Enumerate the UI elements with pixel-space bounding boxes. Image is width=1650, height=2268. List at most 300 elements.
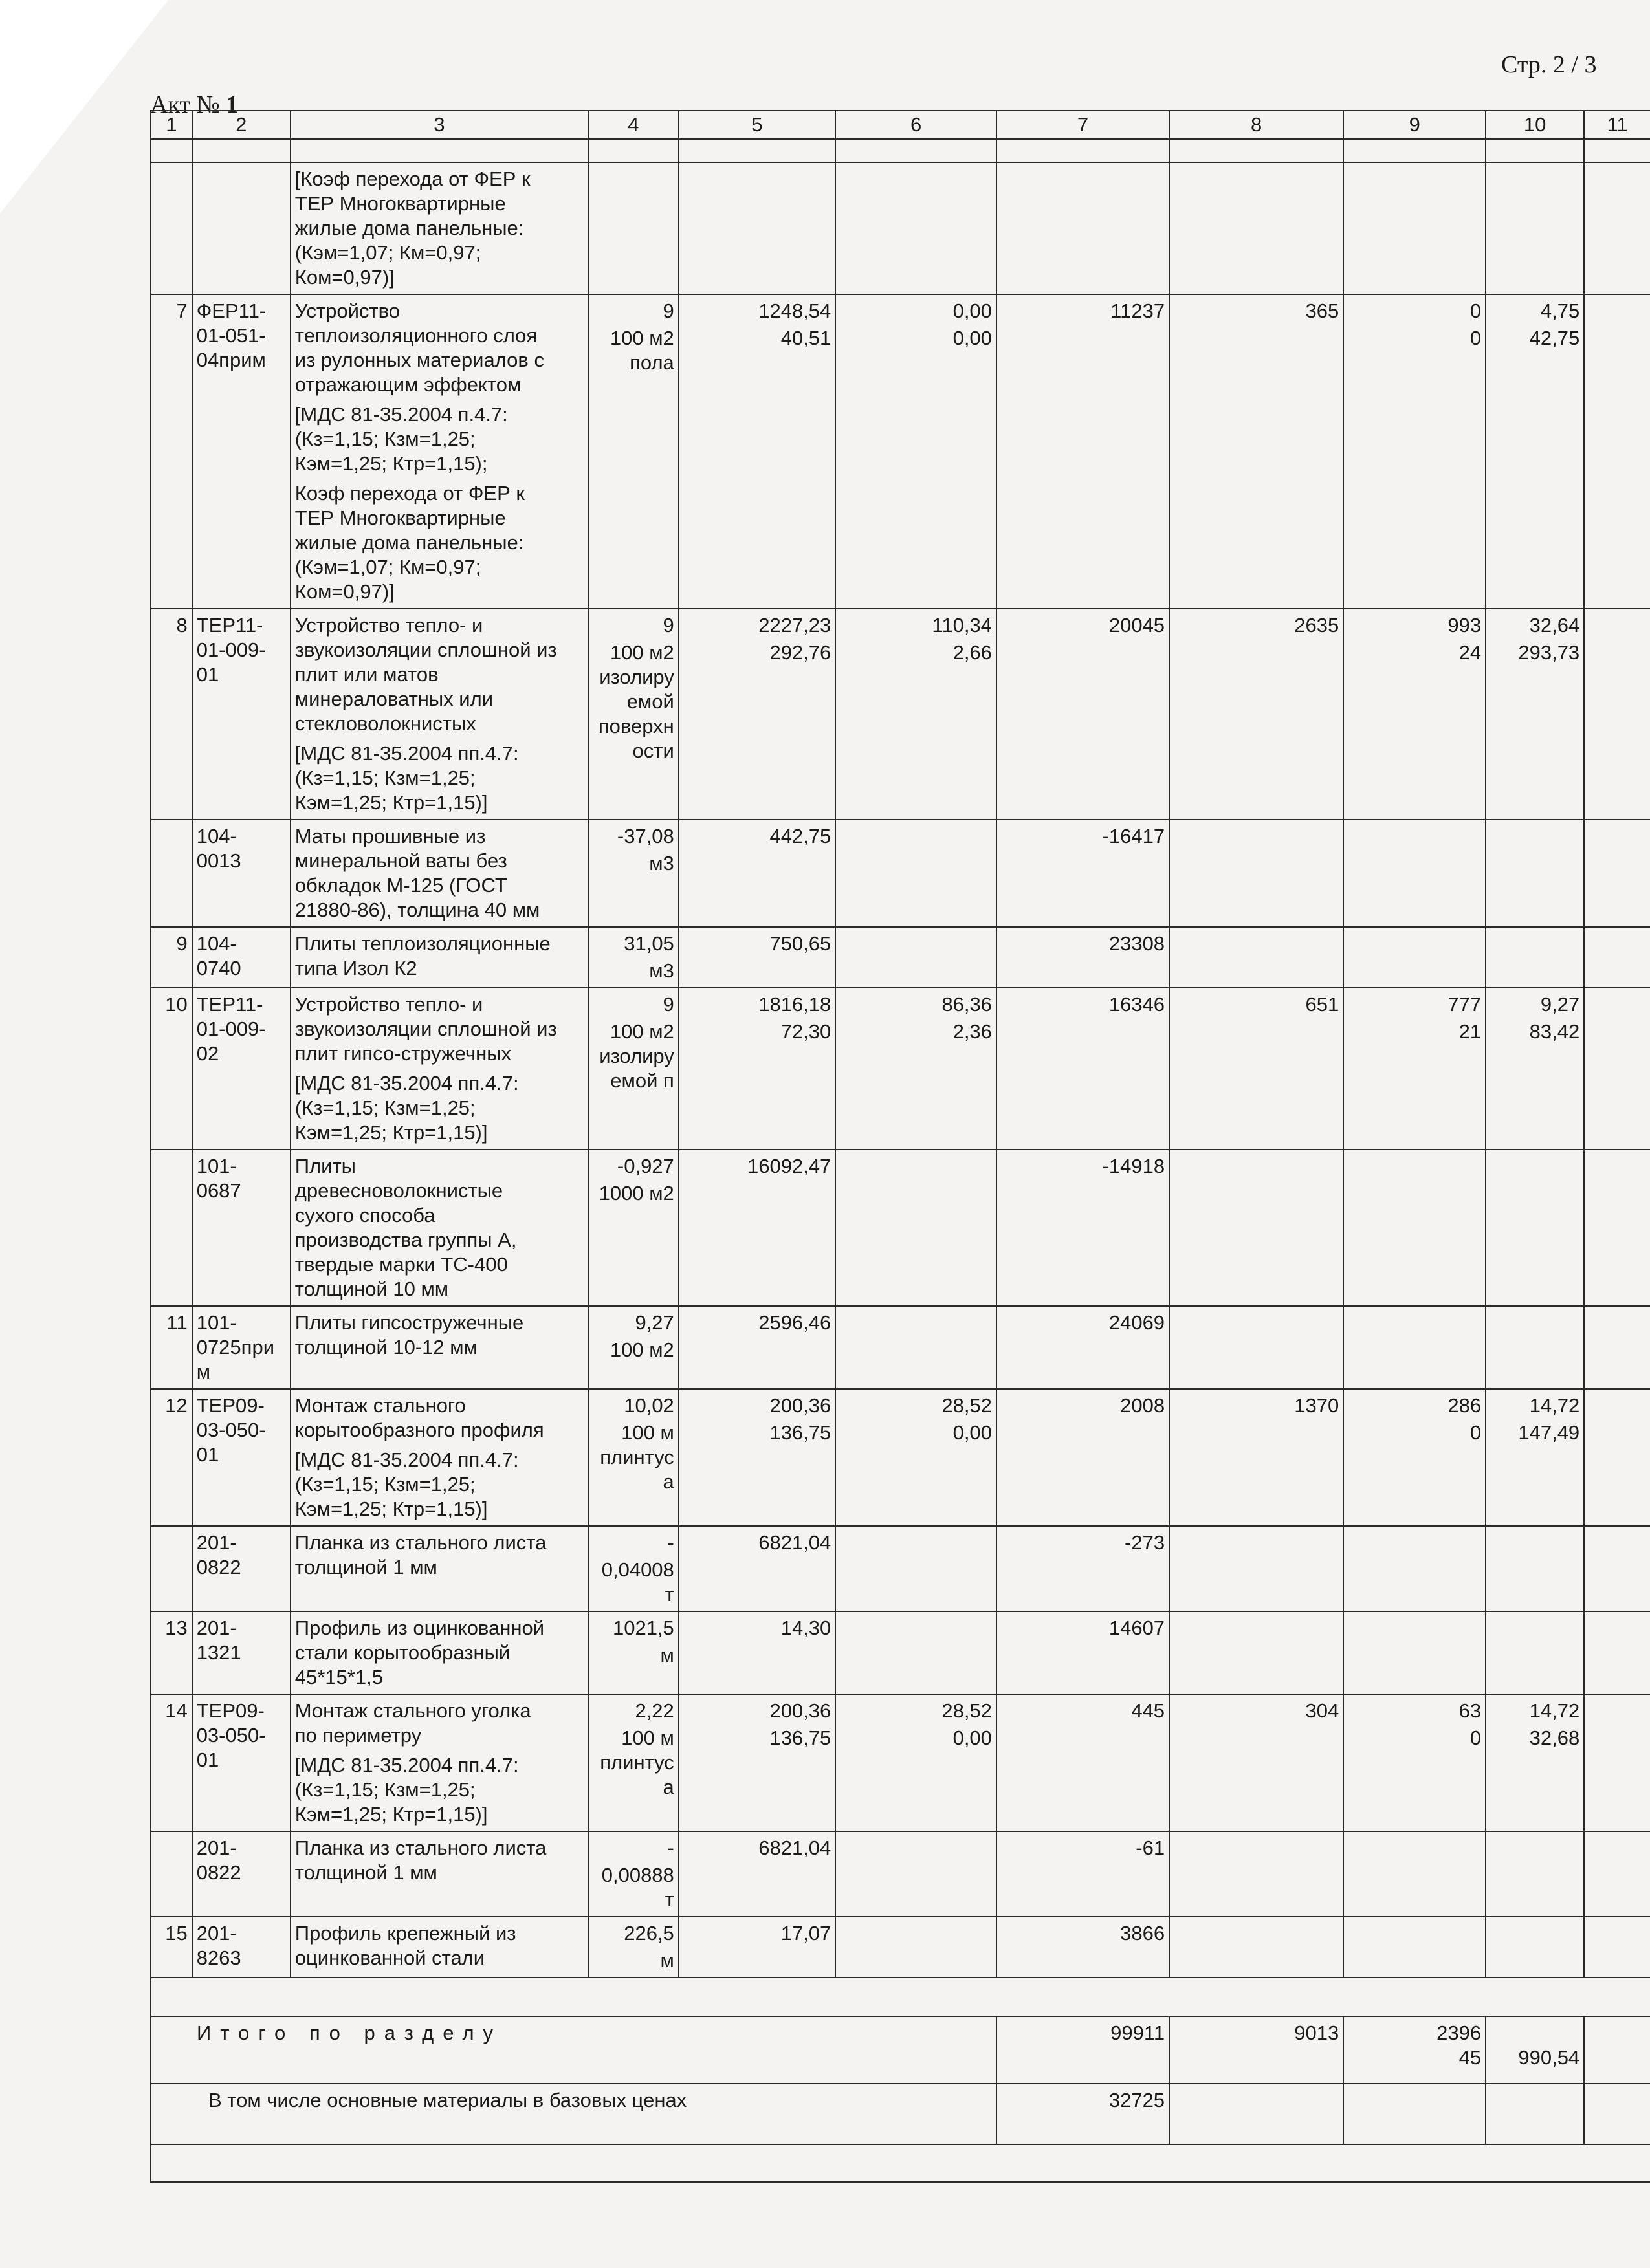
estimate-row [151, 1306, 1650, 1389]
work-description [291, 1611, 588, 1694]
col-7 [996, 820, 1169, 927]
value-line: 86,36 [941, 993, 992, 1016]
desc-line: Кэм=1,25; Ктр=1,15)] [294, 1498, 488, 1520]
quantity-unit [588, 1917, 679, 1978]
code-line: 01-051- [196, 324, 266, 347]
value-line: 16346 [1108, 993, 1165, 1016]
value-line: 2596,46 [758, 1311, 831, 1334]
rate-code [192, 609, 291, 820]
col-11 [1584, 294, 1650, 609]
unit-line: 100 м2 [610, 327, 674, 349]
code-line: 03-050- [196, 1419, 266, 1441]
desc-line: Устройство тепло- и [294, 993, 483, 1016]
col-11 [1584, 609, 1650, 820]
value-line: 293,73 [1518, 641, 1580, 664]
desc-line: (Кз=1,15; Кзм=1,25; [294, 428, 476, 450]
col-6 [835, 1389, 996, 1526]
estimate-row [151, 1611, 1650, 1694]
col-11 [1584, 820, 1650, 927]
col-9 [1343, 1526, 1486, 1611]
code-line: 03-050- [196, 1724, 266, 1747]
value-line: 6821,04 [758, 1531, 831, 1554]
value-line: 23308 [1108, 932, 1165, 955]
position-number [151, 1831, 192, 1917]
rate-code [192, 1831, 291, 1917]
col-10 [1486, 609, 1584, 820]
blank-row [151, 139, 1650, 162]
col-5 [679, 820, 835, 927]
total-col9 [1343, 2016, 1486, 2084]
col-5 [679, 1917, 835, 1978]
col-11 [1584, 1831, 1650, 1917]
desc-line: жилые дома панельные: [294, 531, 524, 554]
col-6 [835, 820, 996, 927]
section-total-label: Итого по разделу [151, 2016, 996, 2084]
work-description [291, 1917, 588, 1978]
desc-line: Кэм=1,25; Ктр=1,15)] [294, 791, 488, 814]
column-header-4: 4 [588, 111, 679, 139]
col-10 [1486, 1526, 1584, 1611]
code-line: 01 [196, 1749, 219, 1771]
code-line: 01 [196, 663, 219, 686]
code-line: 201- [196, 1837, 237, 1859]
col-9 [1343, 1389, 1486, 1526]
code-line: 0013 [196, 849, 241, 872]
desc-line: оцинкованной стали [294, 1946, 485, 1969]
act-number: 1 [226, 91, 239, 118]
col-11 [1584, 1611, 1650, 1694]
quantity-unit [588, 1694, 679, 1831]
col-9 [1343, 1694, 1486, 1831]
desc-line: плит гипсо-стружечных [294, 1042, 512, 1065]
col-10 [1486, 1306, 1584, 1389]
value-line: -14918 [1102, 1155, 1165, 1177]
desc-line: (Кз=1,15; Кзм=1,25; [294, 1778, 476, 1801]
page-number: Стр. 2 / 3 [1501, 51, 1597, 78]
col-7 [996, 1526, 1169, 1611]
value-line: 20045 [1108, 614, 1165, 637]
col-5 [679, 609, 835, 820]
column-header-10: 10 [1486, 111, 1584, 139]
col-8 [1169, 988, 1343, 1150]
carryover-description [291, 162, 588, 294]
col-8 [1169, 1611, 1343, 1694]
desc-line: сухого способа [294, 1204, 435, 1227]
value-line: 14607 [1108, 1617, 1165, 1639]
quantity-value: 31,05 [624, 932, 674, 955]
desc-line: Ком=0,97)] [294, 580, 395, 603]
col-7 [996, 1150, 1169, 1306]
quantity-unit [588, 1389, 679, 1526]
col-9 [1343, 820, 1486, 927]
value-line: 42,75 [1529, 327, 1580, 349]
col-7 [996, 609, 1169, 820]
code-line: 8263 [196, 1946, 241, 1969]
value-line: 0,00 [952, 300, 992, 322]
quantity-unit [588, 1831, 679, 1917]
rate-code [192, 1611, 291, 1694]
quantity-value: 1021,5 [612, 1617, 674, 1639]
value-line: -273 [1125, 1531, 1165, 1554]
value-line: 1370 [1294, 1394, 1339, 1417]
desc-line: [МДС 81-35.2004 п.4.7: [294, 403, 508, 426]
unit-line: поверхн [598, 715, 674, 737]
estimate-row [151, 294, 1650, 609]
estimate-row [151, 609, 1650, 820]
position-number: 9 [151, 927, 192, 988]
value-line: 14,30 [780, 1617, 831, 1639]
desc-line: (Кз=1,15; Кзм=1,25; [294, 1096, 476, 1119]
value-line: 0,00 [952, 1421, 992, 1444]
value-line: 136,75 [769, 1421, 831, 1444]
col-9 [1343, 1831, 1486, 1917]
col-9 [1343, 1917, 1486, 1978]
desc-line: 45*15*1,5 [294, 1666, 383, 1688]
position-number: 15 [151, 1917, 192, 1978]
col-5 [679, 1611, 835, 1694]
desc-line: твердые марки ТС-400 [294, 1253, 508, 1276]
col-10 [1486, 820, 1584, 927]
column-header-3: 3 [291, 111, 588, 139]
col-11 [1584, 1526, 1650, 1611]
unit-line: а [663, 1776, 674, 1798]
col-7 [996, 1917, 1169, 1978]
quantity-value: 9,27 [635, 1311, 674, 1334]
desc-line: [МДС 81-35.2004 пп.4.7: [294, 1448, 519, 1471]
quantity-value: 226,5 [624, 1922, 674, 1945]
estimate-row [151, 1526, 1650, 1611]
tail-row [151, 2144, 1650, 2182]
rate-code [192, 1150, 291, 1306]
desc-line: Монтаж стального уголка [294, 1699, 531, 1722]
unit-line: т [665, 1583, 674, 1606]
carryover-row [151, 162, 1650, 294]
desc-line: отражающим эффектом [294, 373, 522, 396]
estimate-table [150, 110, 1650, 2183]
col-5 [679, 927, 835, 988]
desc-note-block [295, 1753, 584, 1827]
work-description [291, 1306, 588, 1389]
desc-line: (Кз=1,15; Кзм=1,25; [294, 1473, 476, 1496]
value-line: 11237 [1110, 300, 1165, 322]
desc-line: минераловатных или [294, 688, 494, 710]
work-description [291, 927, 588, 988]
desc-line: [МДС 81-35.2004 пп.4.7: [294, 742, 519, 765]
desc-note-block [295, 1448, 584, 1521]
value-line: 2008 [1120, 1394, 1165, 1417]
code-line: 01-009- [196, 638, 266, 661]
desc-line: (Кэм=1,07; Км=0,97; [294, 241, 481, 264]
value-line: 0 [1469, 300, 1482, 322]
position-number: 12 [151, 1389, 192, 1526]
col-11 [1584, 927, 1650, 988]
column-header-5: 5 [679, 111, 835, 139]
rate-code [192, 988, 291, 1150]
desc-line: толщиной 1 мм [294, 1861, 437, 1884]
value-line: 2227,23 [758, 614, 831, 637]
col-8 [1169, 1389, 1343, 1526]
col-6 [835, 1150, 996, 1306]
desc-note-block [295, 481, 584, 604]
total-col9-bottom: 45 [1458, 2046, 1482, 2069]
scan-corner [0, 0, 168, 213]
unit-line: м3 [649, 852, 674, 875]
desc-line: Устройство тепло- и [294, 614, 483, 637]
column-header-row [151, 111, 1650, 139]
unit-line: 100 м [621, 1727, 674, 1749]
quantity-value: 2,22 [635, 1699, 674, 1722]
position-number: 11 [151, 1306, 192, 1389]
total-col10 [1486, 2016, 1584, 2084]
value-line: 28,52 [941, 1394, 992, 1417]
estimate-row [151, 1150, 1650, 1306]
desc-line: стекловолокнистых [294, 712, 476, 735]
value-line: 14,72 [1529, 1699, 1580, 1722]
col-9 [1343, 609, 1486, 820]
col-6 [835, 1694, 996, 1831]
col-8 [1169, 820, 1343, 927]
col-9 [1343, 1306, 1486, 1389]
code-line: 201- [196, 1531, 237, 1554]
quantity-unit [588, 820, 679, 927]
position-number: 8 [151, 609, 192, 820]
col-7 [996, 1306, 1169, 1389]
quantity-unit [588, 294, 679, 609]
value-line: 777 [1447, 993, 1482, 1016]
work-description [291, 1831, 588, 1917]
work-description [291, 294, 588, 609]
code-line: 0725при [196, 1336, 275, 1358]
desc-line: [МДС 81-35.2004 пп.4.7: [294, 1072, 519, 1095]
col-8 [1169, 1917, 1343, 1978]
code-line: 104- [196, 932, 237, 955]
desc-line: Профиль крепежный из [294, 1922, 516, 1945]
code-line: 0740 [196, 957, 241, 979]
value-line: 63 [1458, 1699, 1482, 1722]
value-line: 1248,54 [758, 300, 831, 322]
value-line: 2,66 [952, 641, 992, 664]
col-9 [1343, 988, 1486, 1150]
estimate-row [151, 1917, 1650, 1978]
code-line: 0822 [196, 1556, 241, 1578]
col-10 [1486, 1611, 1584, 1694]
unit-line: т [665, 1888, 674, 1911]
code-line: 101- [196, 1311, 237, 1334]
value-line: 40,51 [780, 327, 831, 349]
rate-code [192, 1526, 291, 1611]
col-10 [1486, 1694, 1584, 1831]
quantity-unit [588, 1611, 679, 1694]
unit-line: 100 м2 [610, 1020, 674, 1043]
code-line: м [196, 1360, 211, 1383]
quantity-value: - [667, 1837, 674, 1859]
unit-line: 0,04008 [601, 1558, 674, 1581]
value-line: 286 [1447, 1394, 1482, 1417]
desc-line: минеральной ваты без [294, 849, 507, 872]
unit-line: 100 м [621, 1421, 674, 1444]
desc-line: теплоизоляционного слоя [294, 324, 538, 347]
quantity-value: -0,927 [617, 1155, 674, 1177]
position-number: 14 [151, 1694, 192, 1831]
col-11 [1584, 1389, 1650, 1526]
work-description [291, 609, 588, 820]
col-8 [1169, 609, 1343, 820]
work-description [291, 1389, 588, 1526]
col-6 [835, 1831, 996, 1917]
code-line: 0822 [196, 1861, 241, 1884]
work-description [291, 1694, 588, 1831]
unit-line: пола [630, 351, 674, 374]
code-line: 02 [196, 1042, 219, 1065]
rate-code [192, 1389, 291, 1526]
column-header-1: 1 [151, 111, 192, 139]
desc-line: Кэм=1,25; Ктр=1,15); [294, 452, 488, 475]
desc-line: жилые дома панельные: [294, 217, 524, 239]
code-line: ТЕР09- [196, 1699, 265, 1722]
desc-line: Монтаж стального [294, 1394, 466, 1417]
materials-row [151, 2084, 1650, 2144]
value-line: -16417 [1102, 825, 1165, 847]
desc-note-block [295, 1071, 584, 1145]
code-line: ТЕР11- [196, 614, 263, 637]
code-line: ТЕР11- [196, 993, 263, 1016]
desc-line: Планка из стального листа [294, 1531, 547, 1554]
work-description [291, 1526, 588, 1611]
col-5 [679, 1694, 835, 1831]
unit-line: а [663, 1470, 674, 1493]
col-5 [679, 988, 835, 1150]
desc-line: [МДС 81-35.2004 пп.4.7: [294, 1754, 519, 1776]
quantity-unit [588, 927, 679, 988]
col-8 [1169, 1831, 1343, 1917]
desc-line: Кэм=1,25; Ктр=1,15)] [294, 1803, 488, 1826]
unit-line: емой п [610, 1069, 674, 1092]
desc-line: из рулонных материалов с [294, 349, 544, 371]
value-line: 3866 [1120, 1922, 1165, 1945]
quantity-unit [588, 609, 679, 820]
value-line: 136,75 [769, 1727, 831, 1749]
desc-line: Ком=0,97)] [294, 266, 395, 289]
rate-code [192, 820, 291, 927]
desc-line: толщиной 1 мм [294, 1556, 437, 1578]
estimate-row [151, 988, 1650, 1150]
value-line: 365 [1305, 300, 1339, 322]
value-line: 4,75 [1540, 300, 1580, 322]
col-11 [1584, 1306, 1650, 1389]
unit-line: изолиру [599, 1045, 674, 1067]
desc-line: (Кэм=1,07; Км=0,97; [294, 556, 481, 578]
quantity-unit [588, 1306, 679, 1389]
value-line: 200,36 [769, 1699, 831, 1722]
quantity-value: 9 [663, 614, 674, 637]
col-10 [1486, 927, 1584, 988]
value-line: 651 [1305, 993, 1339, 1016]
desc-line: Коэф перехода от ФЕР к [294, 482, 525, 505]
total-col7: 99911 [996, 2016, 1169, 2084]
col-6 [835, 1526, 996, 1611]
col-8 [1169, 1694, 1343, 1831]
desc-line: (Кз=1,15; Кзм=1,25; [294, 767, 476, 789]
desc-line: ТЕР Многоквартирные [294, 507, 506, 529]
rate-code [192, 927, 291, 988]
value-line: 24069 [1108, 1311, 1165, 1334]
value-line: 28,52 [941, 1699, 992, 1722]
value-line: 72,30 [780, 1020, 831, 1043]
unit-line: 1000 м2 [599, 1182, 674, 1205]
col-10 [1486, 1831, 1584, 1917]
desc-note-block [295, 402, 584, 476]
col-8 [1169, 1306, 1343, 1389]
desc-line: производства группы А, [294, 1228, 517, 1251]
col-10 [1486, 294, 1584, 609]
desc-line: корытообразного профиля [294, 1419, 544, 1441]
col-7 [996, 294, 1169, 609]
col-7 [996, 1694, 1169, 1831]
column-header-6: 6 [835, 111, 996, 139]
estimate-row [151, 1389, 1650, 1526]
estimate-row [151, 927, 1650, 988]
desc-line: звукоизоляции сплошной из [294, 638, 557, 661]
col-10 [1486, 1150, 1584, 1306]
col-6 [835, 294, 996, 609]
desc-line: 21880-86), толщина 40 мм [294, 899, 540, 921]
value-line: 2635 [1294, 614, 1339, 637]
unit-line: плинтус [600, 1446, 674, 1468]
quantity-unit [588, 1150, 679, 1306]
total-col8: 9013 [1169, 2016, 1343, 2084]
col-11 [1584, 1694, 1650, 1831]
total-col9-top: 2396 [1436, 2022, 1482, 2044]
col-11 [1584, 988, 1650, 1150]
code-line: 01-009- [196, 1018, 266, 1040]
quantity-value: 9 [663, 300, 674, 322]
value-line: 445 [1131, 1699, 1165, 1722]
value-line: 0,00 [952, 327, 992, 349]
rate-code [192, 1917, 291, 1978]
section-total-row [151, 2016, 1650, 2084]
rate-code [192, 294, 291, 609]
col-7 [996, 1611, 1169, 1694]
desc-line: типа Изол К2 [294, 957, 417, 979]
value-line: 147,49 [1518, 1421, 1580, 1444]
col-8 [1169, 927, 1343, 988]
col-10 [1486, 988, 1584, 1150]
quantity-value: 10,02 [624, 1394, 674, 1417]
materials-label: В том числе основные материалы в базовых ценах [151, 2084, 996, 2144]
desc-line: Профиль из оцинкованной [294, 1617, 545, 1639]
col-5 [679, 1831, 835, 1917]
position-number [151, 1150, 192, 1306]
col-5 [679, 1306, 835, 1389]
desc-line: Кэм=1,25; Ктр=1,15)] [294, 1121, 488, 1144]
unit-line: емой [626, 690, 674, 713]
value-line: 750,65 [769, 932, 831, 955]
desc-line: Устройство [294, 300, 400, 322]
code-line: ФЕР11- [196, 300, 267, 322]
col-5 [679, 1389, 835, 1526]
column-header-2: 2 [192, 111, 291, 139]
desc-line: Плиты теплоизоляционные [294, 932, 551, 955]
act-prefix: Акт № [150, 91, 220, 118]
col-6 [835, 927, 996, 988]
quantity-unit [588, 1526, 679, 1611]
column-header-8: 8 [1169, 111, 1343, 139]
position-number: 13 [151, 1611, 192, 1694]
value-line: 16092,47 [747, 1155, 831, 1177]
value-line: -61 [1136, 1837, 1165, 1859]
unit-line: 100 м2 [610, 1338, 674, 1361]
desc-line: толщиной 10-12 мм [294, 1336, 478, 1358]
